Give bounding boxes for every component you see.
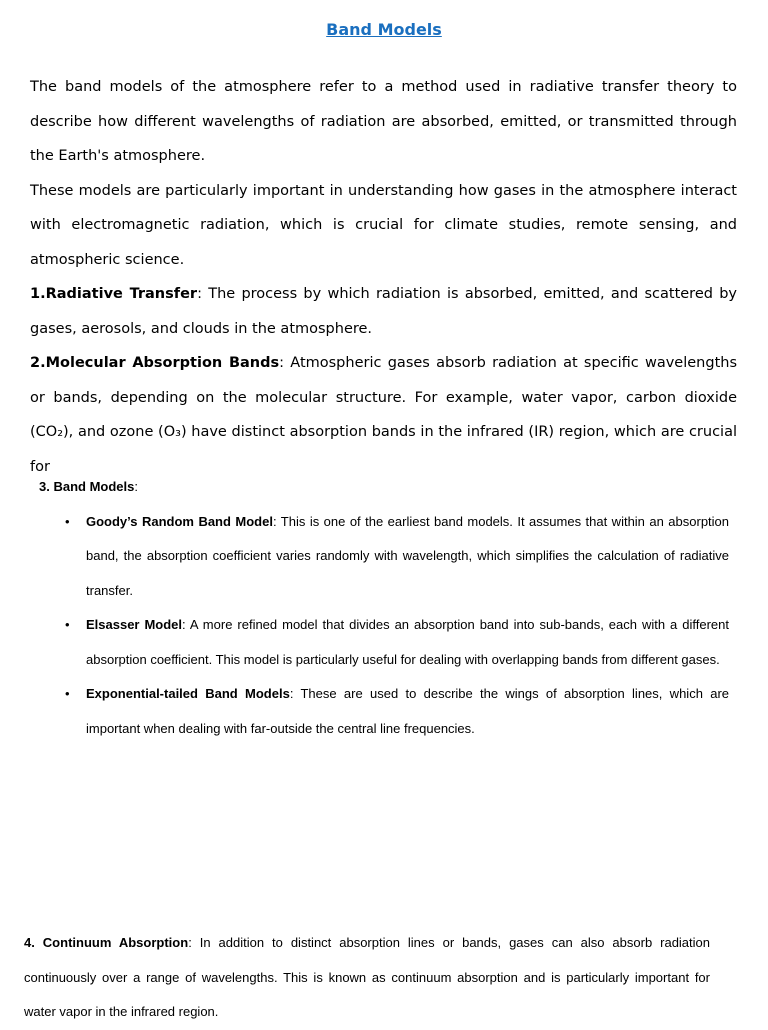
intro-paragraph-1: The band models of the atmosphere refer to a method used in radiative transfer theory to describe how different wavelengths of radiation are absorbed, emitted, or transmitted through the Earth's atmosphere. — [30, 79, 737, 164]
entry-text: : This is one of the earliest band models. It assumes that within an absorption band, the absorption coefficient varies randomly with wavelength, which simplifies the calculation of radiative transfer. — [86, 513, 730, 598]
bullet-icon: • — [65, 513, 70, 529]
item-label: 2.Molecular Absorption Bands — [30, 355, 280, 371]
item-molecular-absorption-bands — [30, 346, 737, 484]
list-item — [39, 505, 729, 609]
entry-label: Elsasser Model — [86, 617, 183, 632]
item-radiative-transfer — [30, 277, 737, 346]
bullet-icon: • — [65, 617, 70, 632]
intro-paragraph-2: These models are particularly important in understanding how gases in the atmosphere interact with electromagnetic radiation, which is crucial for climate studies, remote sensing, and atmospheric science. — [30, 182, 737, 268]
continuum-absorption-paragraph — [24, 926, 710, 1030]
item-text: : The process by which radiation is absorbed, emitted, and scattered by gases, aerosols, and clouds in the atmosphere. — [30, 286, 737, 337]
band-models-list — [39, 505, 729, 747]
bullet-icon: • — [65, 686, 70, 701]
continuum-label: 4. Continuum Absorption — [24, 935, 189, 950]
entry-text: : These are used to describe the wings of absorption lines, which are important when dealing with far-outside the central line frequencies. — [86, 686, 729, 736]
entry-label: Exponential-tailed Band Models — [86, 686, 290, 701]
heading-label: 3. Band Models — [39, 479, 135, 494]
list-item — [39, 608, 729, 677]
continuum-text: : In addition to distinct absorption lines or bands, gases can also absorb radiation continuously over a range of wavelengths. This is known as continuum absorption and is particularly important for water vapor in the infrared region. — [24, 935, 710, 1019]
intro-section — [30, 70, 737, 475]
entry-text: : A more refined model that divides an absorption band into sub-bands, each with a different absorption coefficient. This model is particularly useful for dealing with overlapping bands from different gases. — [86, 617, 729, 667]
band-models-heading — [39, 470, 729, 505]
entry-label: Goody’s Random Band Model — [86, 513, 273, 529]
item-text: : Atmospheric gases absorb radiation at specific wavelengths or bands, depending on the molecular structure. For example, water vapor, carbon dioxide (CO₂), and ozone (O₃) have distinct absorption bands in the infrared (IR) region, which are crucial for — [30, 355, 737, 475]
item-label: 1.Radiative Transfer — [30, 286, 198, 302]
page-title: Band Models — [326, 20, 442, 39]
heading-suffix: : — [134, 479, 138, 494]
band-models-section — [39, 470, 729, 746]
list-item — [39, 677, 729, 746]
